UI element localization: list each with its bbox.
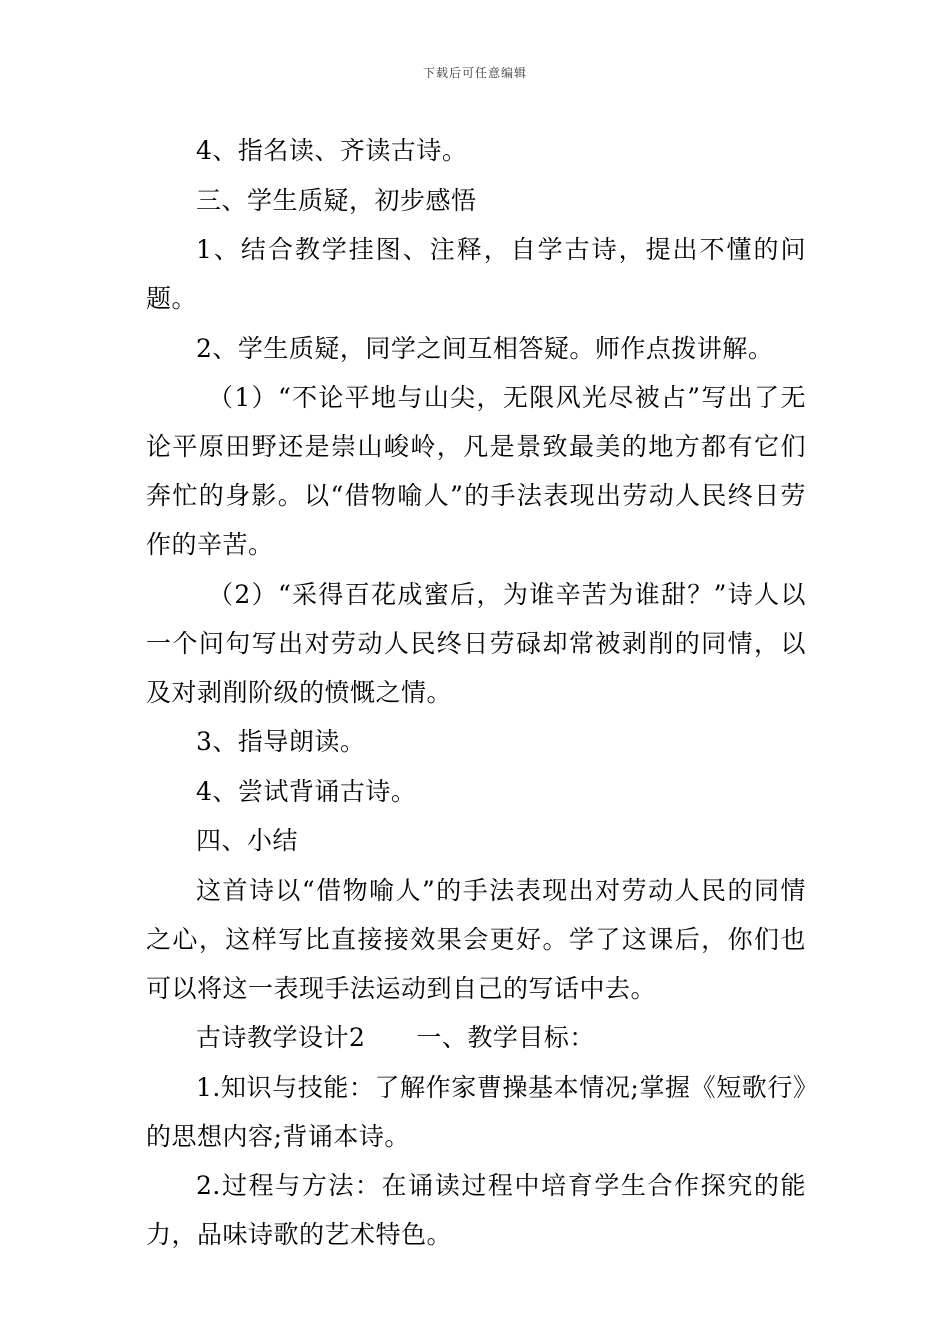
paragraph: 2、学生质疑，同学之间互相答疑。师作点拨讲解。 — [196, 333, 774, 363]
paragraph: 2.过程与方法：在诵读过程中培育学生合作探究的能力，品味诗歌的艺术特色。 — [146, 1171, 806, 1249]
paragraph: 1、结合教学挂图、注释，自学古诗，提出不懂的问题。 — [146, 235, 806, 313]
paragraph: （1）“不论平地与山尖，无限风光尽被占”写出了无论平原田野还是崇山峻岭，凡是景致最美的地方都有它们奔忙的身影。以“借物喻人”的手法表现出劳动人民终日劳作的辛苦。 — [146, 383, 806, 559]
paragraph: 1.知识与技能：了解作家曹操基本情况;掌握《短歌行》的思想内容;背诵本诗。 — [146, 1072, 806, 1151]
section-heading: 四、小结 — [196, 826, 299, 855]
paragraph: 这首诗以“借物喻人”的手法表现出对劳动人民的同情之心，这样写比直接接效果会更好。学了这课后，你们也可以将这一表现手法运动到自己的写话中去。 — [146, 875, 806, 1003]
paragraph: 3、指导朗读。 — [196, 727, 366, 756]
paragraph: 4、指名读、齐读古诗。 — [196, 136, 468, 165]
section-heading: 古诗教学设计2 一、教学目标： — [196, 1023, 595, 1052]
paragraph: （2）“采得百花成蜜后，为谁辛苦为谁甜？”诗人以一个问句写出对劳动人民终日劳碌却常被剥削的同情，以及对剥削阶级的愤慨之情。 — [146, 579, 806, 707]
paragraph: 4、尝试背诵古诗。 — [196, 776, 417, 806]
page-header-note: 下载后可任意编辑 — [422, 66, 527, 80]
section-heading: 三、学生质疑，初步感悟 — [196, 185, 477, 215]
document-body — [146, 126, 806, 1260]
